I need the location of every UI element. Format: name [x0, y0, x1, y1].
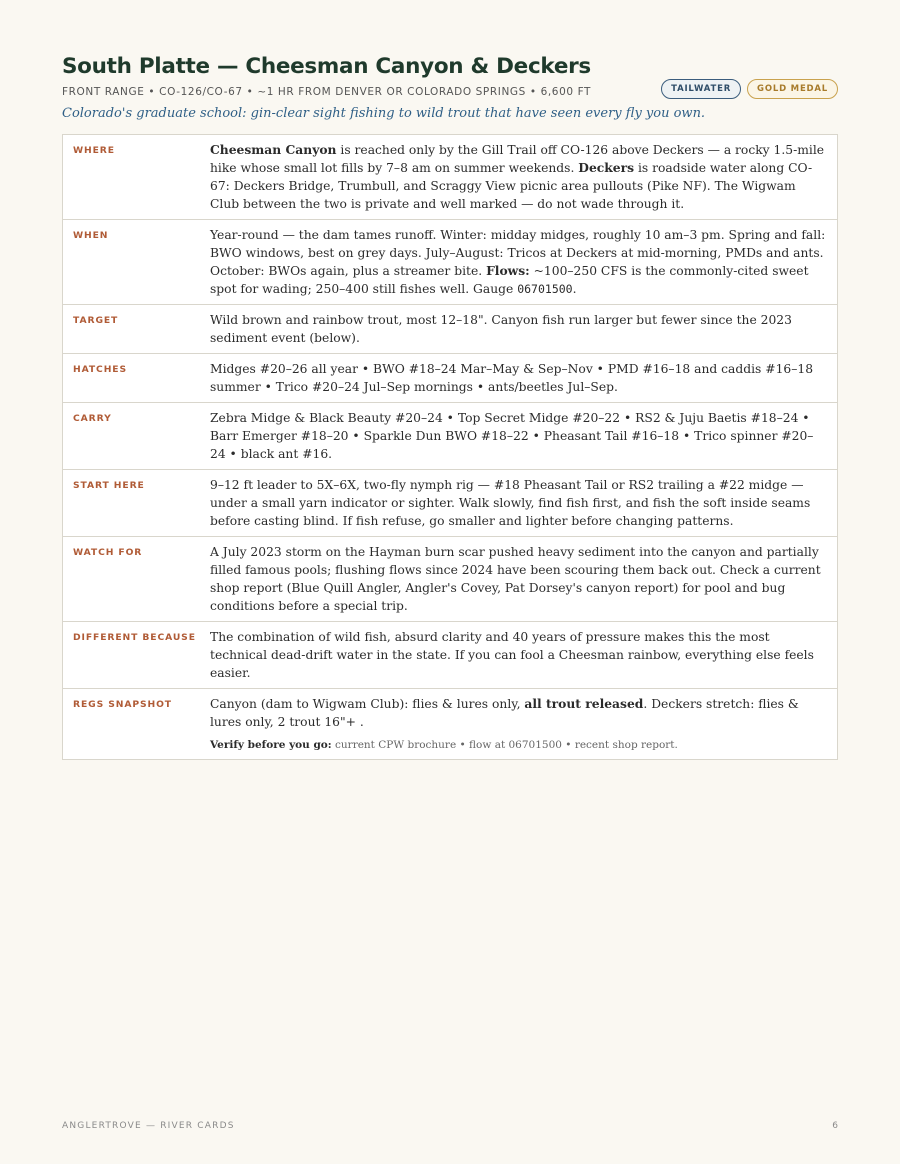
- verify-label: Verify before you go:: [210, 739, 332, 751]
- flows-bold: Flows:: [486, 263, 530, 278]
- row-label: CARRY: [63, 403, 211, 470]
- when-text-1: Year-round — the dam tames runoff. Winter: midday midges, roughly 10 am–3 pm. Spring and fall: BWO windows, best on grey days. July–August: Tricos at Deckers at mid-morning, PMDs and ants. October: BWOs again, plus a streamer bite.: [210, 228, 826, 278]
- page-title: South Platte — Cheesman Canyon & Deckers: [62, 54, 591, 79]
- verify-text: current CPW brochure • flow at 06701500 • recent shop report.: [331, 739, 678, 751]
- row-body-carry: Zebra Midge & Black Beauty #20–24 • Top Secret Midge #20–22 • RS2 & Juju Baetis #18–24 • Barr Emerger #18–20 • Sparkle Dun BWO #18–22 • Pheasant Tail #16–18 • Trico spinner #20–24 • black ant #16.: [210, 403, 838, 470]
- row-body-when: [210, 220, 838, 305]
- where-text-1: is reached only by the Gill Trail off CO-126 above Deckers — a rocky 1.5-mile hike whose small lot fills by 7–8 am on summer weekends.: [210, 143, 825, 175]
- row-body-target: Wild brown and rainbow trout, most 12–18". Canyon fish run larger but fewer since the 2023 sediment event (below).: [210, 305, 838, 354]
- gauge-code: 06701500: [517, 282, 573, 296]
- all-trout-released-bold: all trout released: [524, 696, 644, 711]
- row-label: WHEN: [63, 220, 211, 305]
- tailwater-badge: TAILWATER: [661, 79, 741, 99]
- row-label: HATCHES: [63, 354, 211, 403]
- when-text-3: .: [572, 282, 577, 296]
- row-label: TARGET: [63, 305, 211, 354]
- page-footer: [62, 1121, 838, 1131]
- table-row-carry: [63, 403, 838, 470]
- table-row-regs: [63, 689, 838, 760]
- row-body-different-because: The combination of wild fish, absurd clarity and 40 years of pressure makes this the most technical dead-drift water in the state. If you can fool a Cheesman rainbow, everything else feels easier.: [210, 622, 838, 689]
- table-row-hatches: [63, 354, 838, 403]
- table-row-watch-for: [63, 537, 838, 622]
- row-body-where: [210, 135, 838, 220]
- row-body-regs: [210, 689, 838, 760]
- table-row-different-because: [63, 622, 838, 689]
- tagline: Colorado's graduate school: gin-clear sight fishing to wild trout that have seen every fly you own.: [62, 106, 706, 121]
- row-body-watch-for: A July 2023 storm on the Hayman burn scar pushed heavy sediment into the canyon and partially filled famous pools; flushing flows since 2024 have been scouring them back out. Check a current shop report (Blue Quill Angler, Angler's Covey, Pat Dorsey's canyon report) for pool and bug conditions before a special trip.: [210, 537, 838, 622]
- row-label: WHERE: [73, 145, 115, 156]
- row-label: REGS SNAPSHOT: [63, 689, 211, 760]
- footer-brand: ANGLERTROVE — RIVER CARDS: [62, 1121, 235, 1131]
- row-body-start-here: 9–12 ft leader to 5X–6X, two-fly nymph rig — #18 Pheasant Tail or RS2 trailing a #22 midge — under a small yarn indicator or sighter. Walk slowly, find fish first, and fish the soft inside seams before casting blind. If fish refuse, go smaller and lighter before changing patterns.: [210, 470, 838, 537]
- location-subtitle: FRONT RANGE • CO-126/CO-67 • ~1 HR FROM DENVER OR COLORADO SPRINGS • 6,600 FT: [62, 86, 592, 98]
- table-row-start-here: [63, 470, 838, 537]
- table-row-when: [63, 220, 838, 305]
- gold-medal-badge: GOLD MEDAL: [747, 79, 838, 99]
- badge-group: [661, 79, 838, 99]
- regs-text-2: . Deckers stretch: flies & lures only, 2 trout 16"+ .: [210, 697, 799, 729]
- deckers-bold: Deckers: [578, 160, 635, 175]
- info-table: [62, 134, 838, 760]
- row-body-hatches: Midges #20–26 all year • BWO #18–24 Mar–May & Sep–Nov • PMD #16–18 and caddis #16–18 summer • Trico #20–24 Jul–Sep mornings • ants/beetles Jul–Sep.: [210, 354, 838, 403]
- regs-text-1: Canyon (dam to Wigwam Club): flies & lures only,: [210, 697, 525, 711]
- table-row-target: [63, 305, 838, 354]
- cheesman-canyon-bold: Cheesman Canyon: [210, 142, 337, 157]
- row-label: START HERE: [63, 470, 211, 537]
- where-text-2: is roadside water along CO-67: Deckers Bridge, Trumbull, and Scraggy View picnic area pullouts (Pike NF). The Wigwam Club between the two is private and well marked — do not wade through it.: [210, 161, 813, 211]
- when-text-2: ~100–250 CFS is the commonly-cited sweet spot for wading; 250–400 still fishes well. Gauge: [210, 264, 809, 296]
- river-card: [62, 52, 838, 760]
- row-label: DIFFERENT BECAUSE: [63, 622, 211, 689]
- page-number: 6: [832, 1121, 838, 1131]
- verify-note: [210, 737, 827, 753]
- row-label: WATCH FOR: [63, 537, 211, 622]
- table-row-where: [63, 135, 838, 220]
- subtitle-row: [62, 83, 838, 103]
